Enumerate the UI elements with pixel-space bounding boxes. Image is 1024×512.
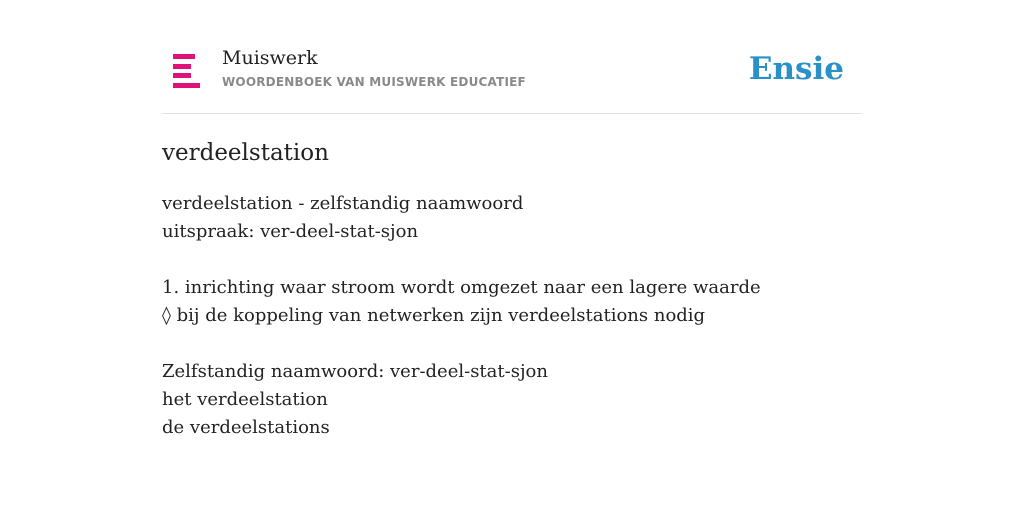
singular-form: het verdeelstation — [162, 389, 328, 410]
pronunciation: uitspraak: ver-deel-stat-sjon — [162, 221, 419, 242]
entry-heading-line: verdeelstation - zelfstandig naamwoord — [162, 193, 524, 214]
entry-body — [162, 190, 862, 442]
brand-name[interactable]: Muiswerk — [222, 47, 318, 69]
entry-title: verdeelstation — [162, 140, 329, 166]
definition: 1. inrichting waar stroom wordt omgezet naar een lagere waarde — [162, 277, 761, 298]
spacer — [162, 246, 862, 274]
plural-form: de verdeelstations — [162, 417, 330, 438]
grammar-info: Zelfstandig naamwoord: ver-deel-stat-sjon — [162, 361, 548, 382]
brand-subtitle: WOORDENBOEK VAN MUISWERK EDUCATIEF — [222, 75, 526, 89]
spacer — [162, 330, 862, 358]
site-header — [162, 0, 862, 114]
ensie-logo[interactable]: Ensie — [748, 51, 844, 87]
example-sentence: ◊ bij de koppeling van netwerken zijn verdeelstations nodig — [162, 305, 706, 326]
dictionary-page — [162, 0, 862, 512]
muiswerk-logo-icon[interactable] — [173, 54, 200, 88]
